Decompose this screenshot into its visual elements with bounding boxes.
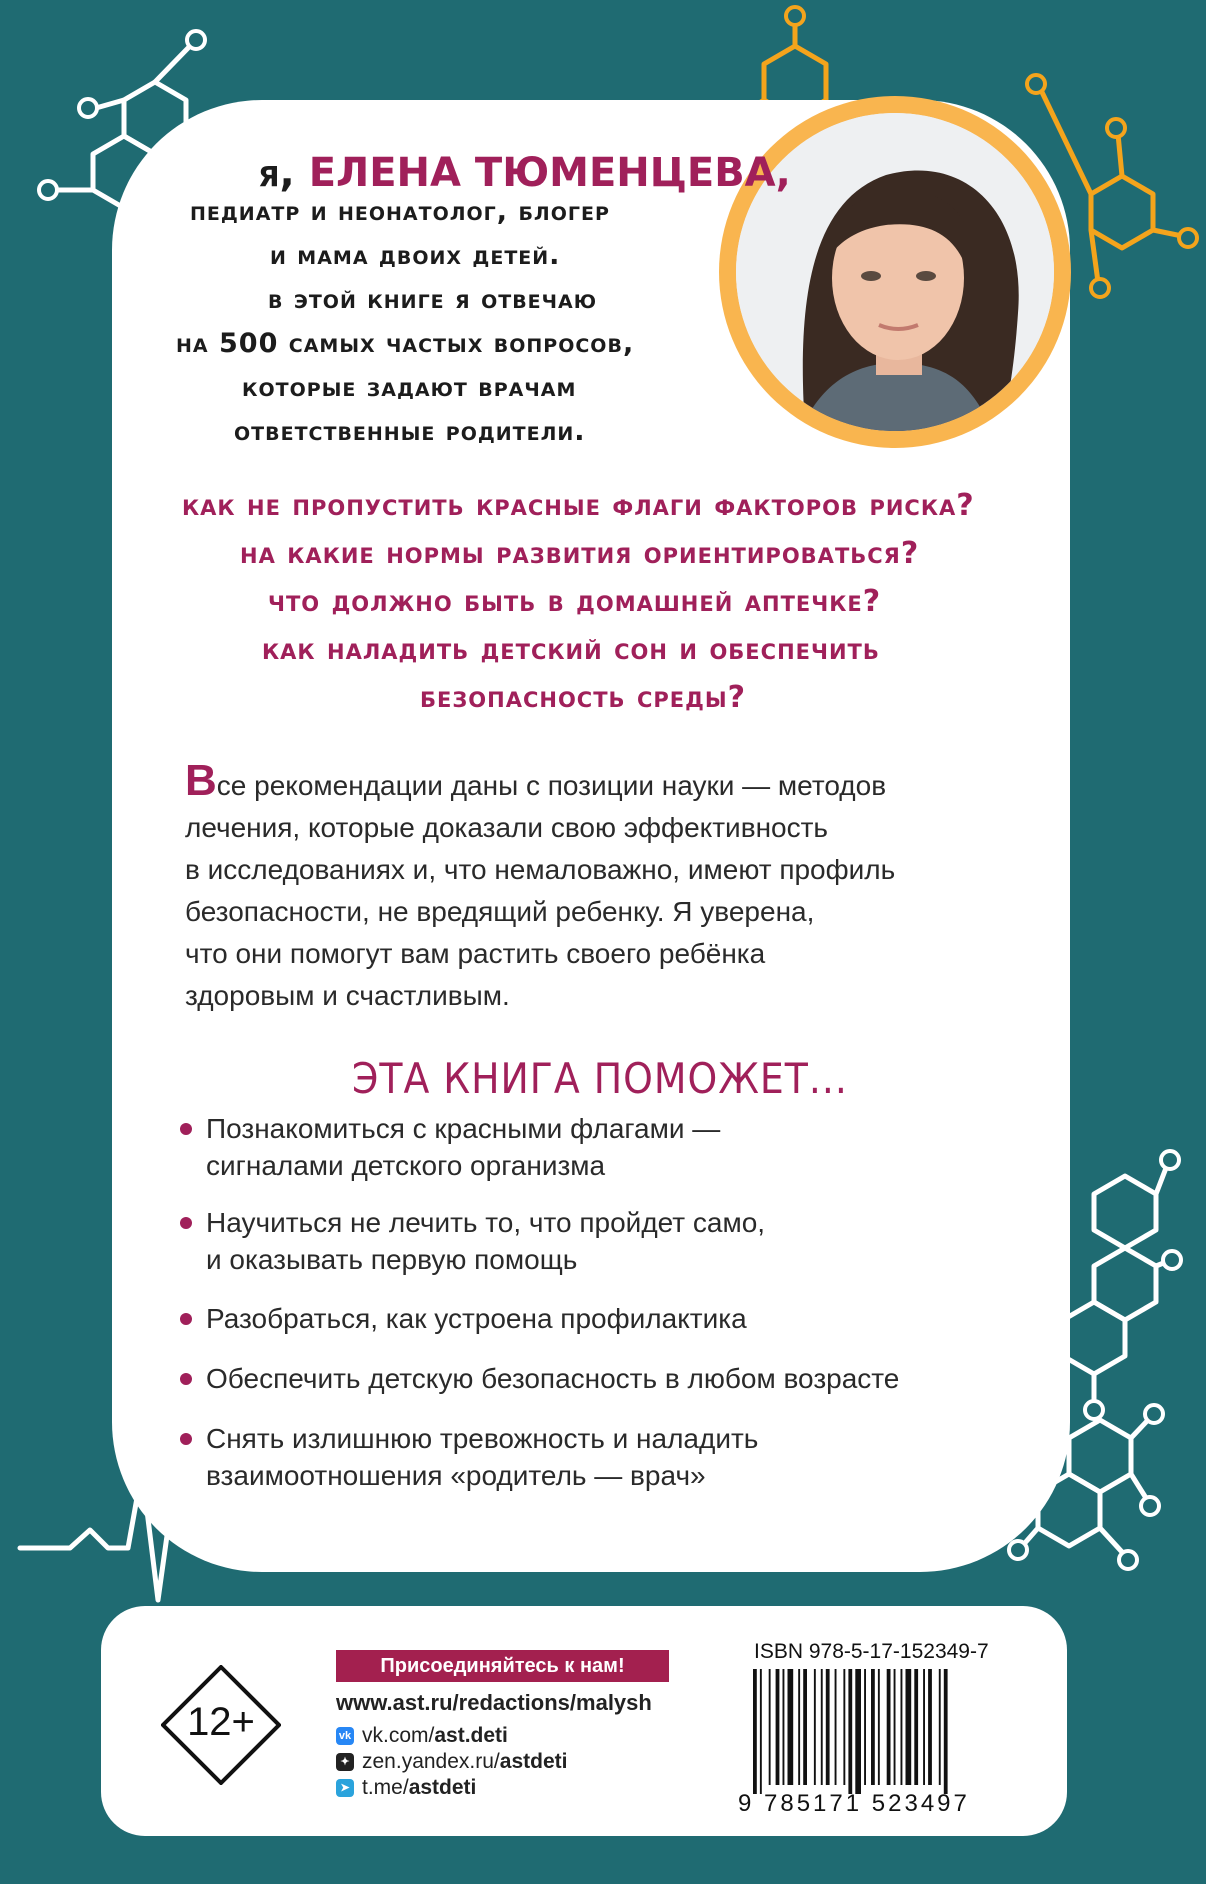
barcode-bar: [878, 1669, 880, 1785]
intro-line: которые задают врачам: [242, 372, 577, 403]
question-line: как не пропустить красные флаги факторов риска?: [182, 488, 975, 523]
barcode-bar: [843, 1669, 845, 1785]
barcode-bar: [826, 1669, 830, 1785]
join-banner: Присоединяйтесь к нам!: [336, 1650, 669, 1682]
barcode-bar: [928, 1669, 932, 1785]
barcode-bar: [848, 1669, 852, 1794]
vk-icon: vk: [336, 1727, 354, 1745]
barcode-bar: [894, 1669, 896, 1785]
telegram-icon: ➤: [336, 1779, 354, 1797]
author-name: ЕЛЕНА ТЮМЕНЦЕВА,: [308, 150, 791, 196]
description: Все рекомендации даны с позиции науки — методов лечения, которые доказали свою эффективность в исследованиях и, что немаловажно, имеют профиль безопасности, не вредящий ребенку. Я уверена, что они помогут вам растить своего ребёнка здоровым и счастливым.: [185, 760, 1005, 1017]
intro-line: педиатр и неонатолог, блогер: [190, 196, 610, 227]
intro-line: на 500 самых частых вопросов,: [176, 328, 635, 359]
barcode-bar: [814, 1669, 816, 1785]
intro-heading: я, ЕЛЕНА ТЮМЕНЦЕВА,: [258, 150, 791, 196]
barcode-bar: [753, 1669, 757, 1794]
intro-line: и мама двоих детей.: [270, 240, 561, 271]
description-line: что они помогут вам растить своего ребёнка: [185, 938, 766, 969]
question-line: что должно быть в домашней аптечке?: [268, 584, 882, 619]
barcode-bar: [906, 1669, 912, 1785]
barcode-bar: [864, 1669, 866, 1785]
barcode-bar: [923, 1669, 925, 1785]
barcode-bar: [901, 1669, 903, 1785]
intro-line: в этой книге я отвечаю: [268, 284, 598, 315]
barcode-bar: [769, 1669, 771, 1785]
isbn: ISBN 978-5-17-152349-7: [754, 1640, 989, 1663]
barcode-bar: [887, 1669, 891, 1785]
bullet-dot: [180, 1313, 192, 1325]
question-line: как наладить детский сон и обеспечить: [262, 632, 880, 667]
question-line: на какие нормы развития ориентироваться?: [240, 536, 920, 571]
barcode-bar: [914, 1669, 918, 1785]
description-line: лечения, которые доказали свою эффективность: [185, 812, 829, 843]
question-line: безопасность среды?: [420, 680, 746, 715]
dropcap: В: [185, 756, 217, 805]
description-line: в исследованиях и, что немаловажно, имеют профиль: [185, 854, 896, 885]
barcode-bar: [776, 1669, 780, 1785]
bullet-dot: [180, 1373, 192, 1385]
description-line: здоровым и счастливым.: [185, 980, 510, 1011]
bullet-dot: [180, 1123, 192, 1135]
barcode-bar: [798, 1669, 800, 1785]
description-line: безопасности, не вредящий ребенку. Я уверена,: [185, 896, 815, 927]
barcode-bar: [944, 1669, 948, 1794]
barcode-bar: [760, 1669, 762, 1794]
bullet-dot: [180, 1433, 192, 1445]
bullet-dot: [180, 1217, 192, 1229]
intro-line: ответственные родители.: [234, 416, 586, 447]
zen-icon: ✦: [336, 1753, 354, 1771]
barcode-bar: [855, 1669, 861, 1794]
benefits-title: ЭТА КНИГА ПОМОЖЕТ...: [352, 1054, 848, 1103]
social-link-vk[interactable]: vk vk.com/ast.deti: [362, 1724, 508, 1748]
barcode-bar: [871, 1669, 875, 1785]
barcode-bar: [939, 1669, 941, 1785]
barcode-bar: [783, 1669, 785, 1785]
barcode: [751, 1669, 1001, 1794]
barcode-number: 9 785171 523497: [738, 1790, 970, 1817]
social-link-zen[interactable]: ✦ zen.yandex.ru/astdeti: [362, 1750, 567, 1774]
barcode-bar: [835, 1669, 837, 1785]
social-link-telegram[interactable]: ➤ t.me/astdeti: [362, 1776, 476, 1800]
barcode-bar: [788, 1669, 794, 1785]
age-rating: 12+: [187, 1700, 255, 1744]
barcode-bar: [803, 1669, 807, 1785]
website-link[interactable]: www.ast.ru/redactions/malysh: [336, 1690, 652, 1715]
barcode-bar: [821, 1669, 823, 1785]
